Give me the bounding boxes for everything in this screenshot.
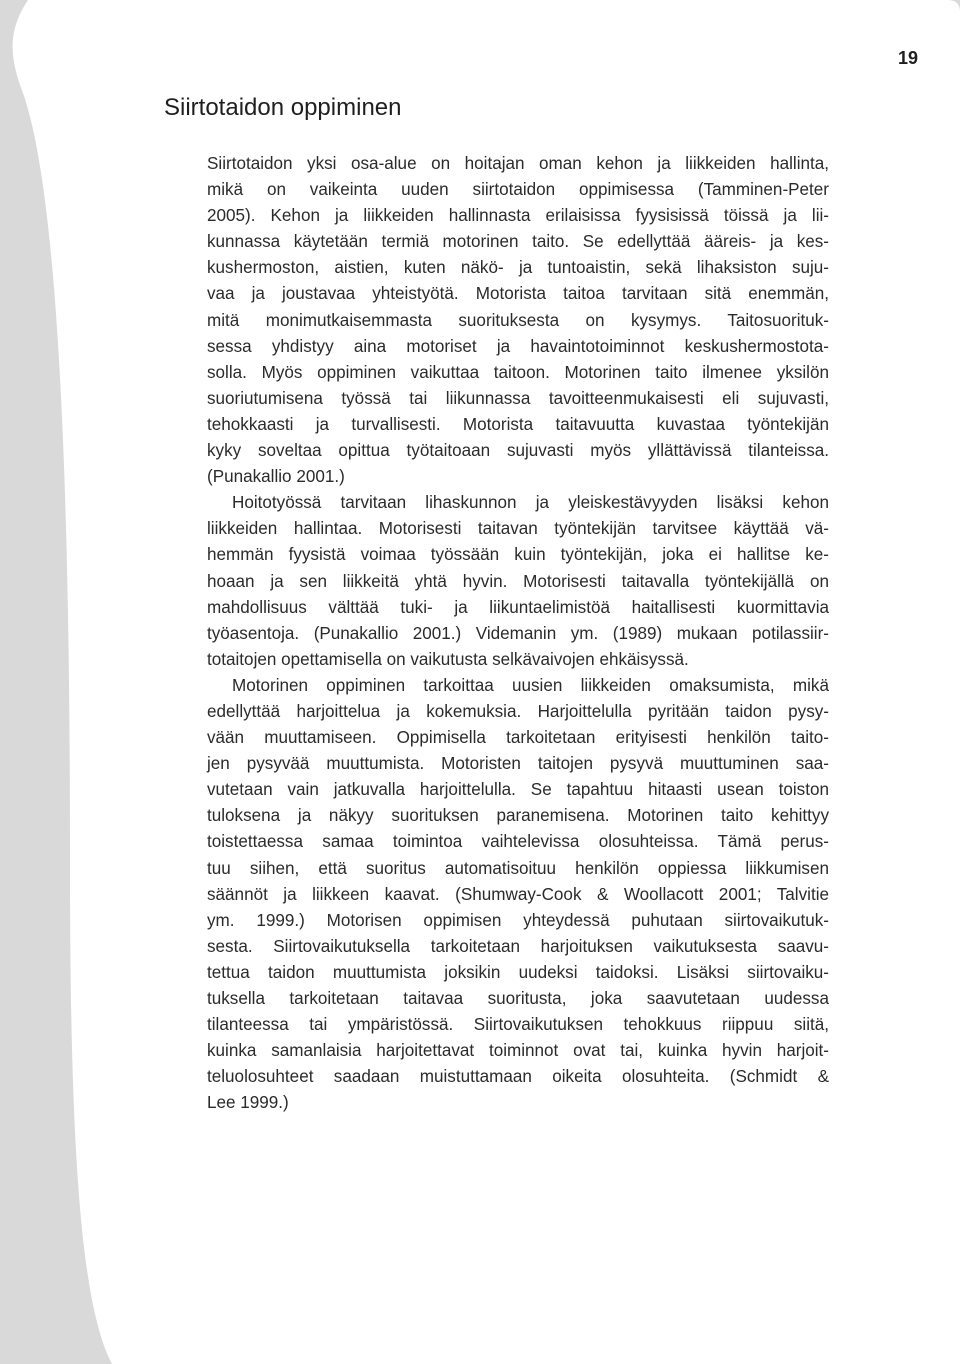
text-line: tuloksena ja näkyy suorituksen paranemisena. Motorinen taito kehittyy (207, 806, 829, 826)
text-line: (Punakallio 2001.) (207, 467, 345, 487)
text-line: kunnassa käytetään termiä motorinen taito. Se edellyttää ääreis- ja kes- (207, 232, 829, 252)
text-line: vään muuttamiseen. Oppimisella tarkoitetaan erityisesti henkilön taito- (207, 728, 829, 748)
text-line: hoaan ja sen liikkeitä yhtä hyvin. Motorisesti taitavalla työntekijällä on (207, 571, 829, 591)
text-line: liikkeiden hallintaa. Motorisesti taitavan työntekijän tarvitsee käyttää vä- (207, 519, 829, 539)
text-line: tehokkaasti ja turvallisesti. Motorista taitavuutta kuvastaa työntekijän (207, 414, 829, 434)
text-line: tettua taidon muuttumista joksikin uudeksi taidoksi. Lisäksi siirtovaiku- (207, 962, 829, 982)
text-line: hemmän fyysistä voimaa työssään kuin työntekijän, joka ei hallitse ke- (207, 545, 829, 565)
text-line: työasentoja. (Punakallio 2001.) Videmanin ym. (1989) mukaan potilassiir- (207, 623, 829, 643)
paragraph-2 (207, 490, 829, 673)
paragraph-3 (207, 673, 829, 1117)
text-line: Motorinen oppiminen tarkoittaa uusien liikkeiden omaksumista, mikä (232, 675, 829, 695)
text-line: kyky soveltaa opittua työtaitoaan sujuvasti myös yllättävissä tilanteissa. (207, 441, 829, 461)
text-line: tilanteessa tai ympäristössä. Siirtovaikutuksen tehokkuus riippuu siitä, (207, 1015, 829, 1035)
text-line: Lee 1999.) (207, 1093, 289, 1113)
text-line: tuu siihen, että suoritus automatisoituu henkilön oppiessa liikkumisen (207, 858, 829, 878)
text-line: totaitojen opettamisella on vaikutusta selkävaivojen ehkäisyssä. (207, 649, 689, 669)
text-line: tuksella tarkoitetaan taitavaa suoritusta, joka saavutetaan uudessa (207, 989, 829, 1008)
text-line: solla. Myös oppiminen vaikuttaa taitoon. Motorinen taito ilmenee yksilön (207, 362, 829, 382)
text-line: jen pysyvää muuttumista. Motoristen taitojen pysyvä muuttuminen saa- (207, 754, 829, 774)
text-line: ym. 1999.) Motorisen oppimisen yhteydessä puhutaan siirtovaikutuk- (207, 910, 829, 930)
text-line: sessa yhdistyy aina motoriset ja havaintotoiminnot keskushermostota- (207, 336, 829, 356)
body-text (207, 151, 829, 1116)
section-heading: Siirtotaidon oppiminen (164, 94, 402, 121)
page-number: 19 (897, 48, 919, 68)
text-line: Hoitotyössä tarvitaan lihaskunnon ja yleiskestävyyden lisäksi kehon (232, 493, 829, 513)
text-line: kushermoston, aistien, kuten näkö- ja tuntoaistin, sekä lihaksiston suju- (207, 258, 829, 278)
text-line: mitä monimutkaisemmasta suorituksesta on kysymys. Taitosuorituk- (207, 310, 829, 330)
text-line: edellyttää harjoittelua ja kokemuksia. Harjoittelulla pyritään taidon pysy- (207, 701, 829, 721)
text-line: 2005). Kehon ja liikkeiden hallinnasta erilaisissa fyysisissä töissä ja lii- (207, 206, 829, 226)
text-line: mahdollisuus välttää tuki- ja liikuntaelimistöä haitallisesti kuormittavia (207, 597, 829, 617)
text-line: teluolosuhteet saadaan muistuttamaan oikeita olosuhteita. (Schmidt & (207, 1067, 829, 1087)
paragraph-1 (207, 151, 829, 490)
text-line: vutetaan vain jatkuvalla harjoittelulla. Se tapahtuu hitaasti usean toiston (207, 780, 829, 800)
text-line: Siirtotaidon yksi osa-alue on hoitajan oman kehon ja liikkeiden hallinta, (207, 154, 829, 173)
text-line: toistettaessa samaa toimintoa vaihtelevissa olosuhteissa. Tämä perus- (207, 832, 829, 852)
text-line: suoriutumisena työssä tai liikunnassa tavoitteenmukaisesti eli sujuvasti, (207, 388, 829, 408)
text-line: mikä on vaikeinta uuden siirtotaidon oppimisessa (Tamminen-Peter (207, 180, 829, 200)
text-line: säännöt ja liikkeen kaavat. (Shumway-Cook & Woollacott 2001; Talvitie (207, 884, 829, 904)
text-line: sesta. Siirtovaikutuksella tarkoitetaan harjoituksen vaikutuksesta saavu- (207, 936, 829, 956)
text-line: vaa ja joustavaa yhteistyötä. Motorista taitoa tarvitaan sitä enemmän, (207, 284, 829, 304)
text-line: kuinka samanlaisia harjoitettavat toiminnot ovat tai, kuinka hyvin harjoit- (207, 1041, 829, 1061)
